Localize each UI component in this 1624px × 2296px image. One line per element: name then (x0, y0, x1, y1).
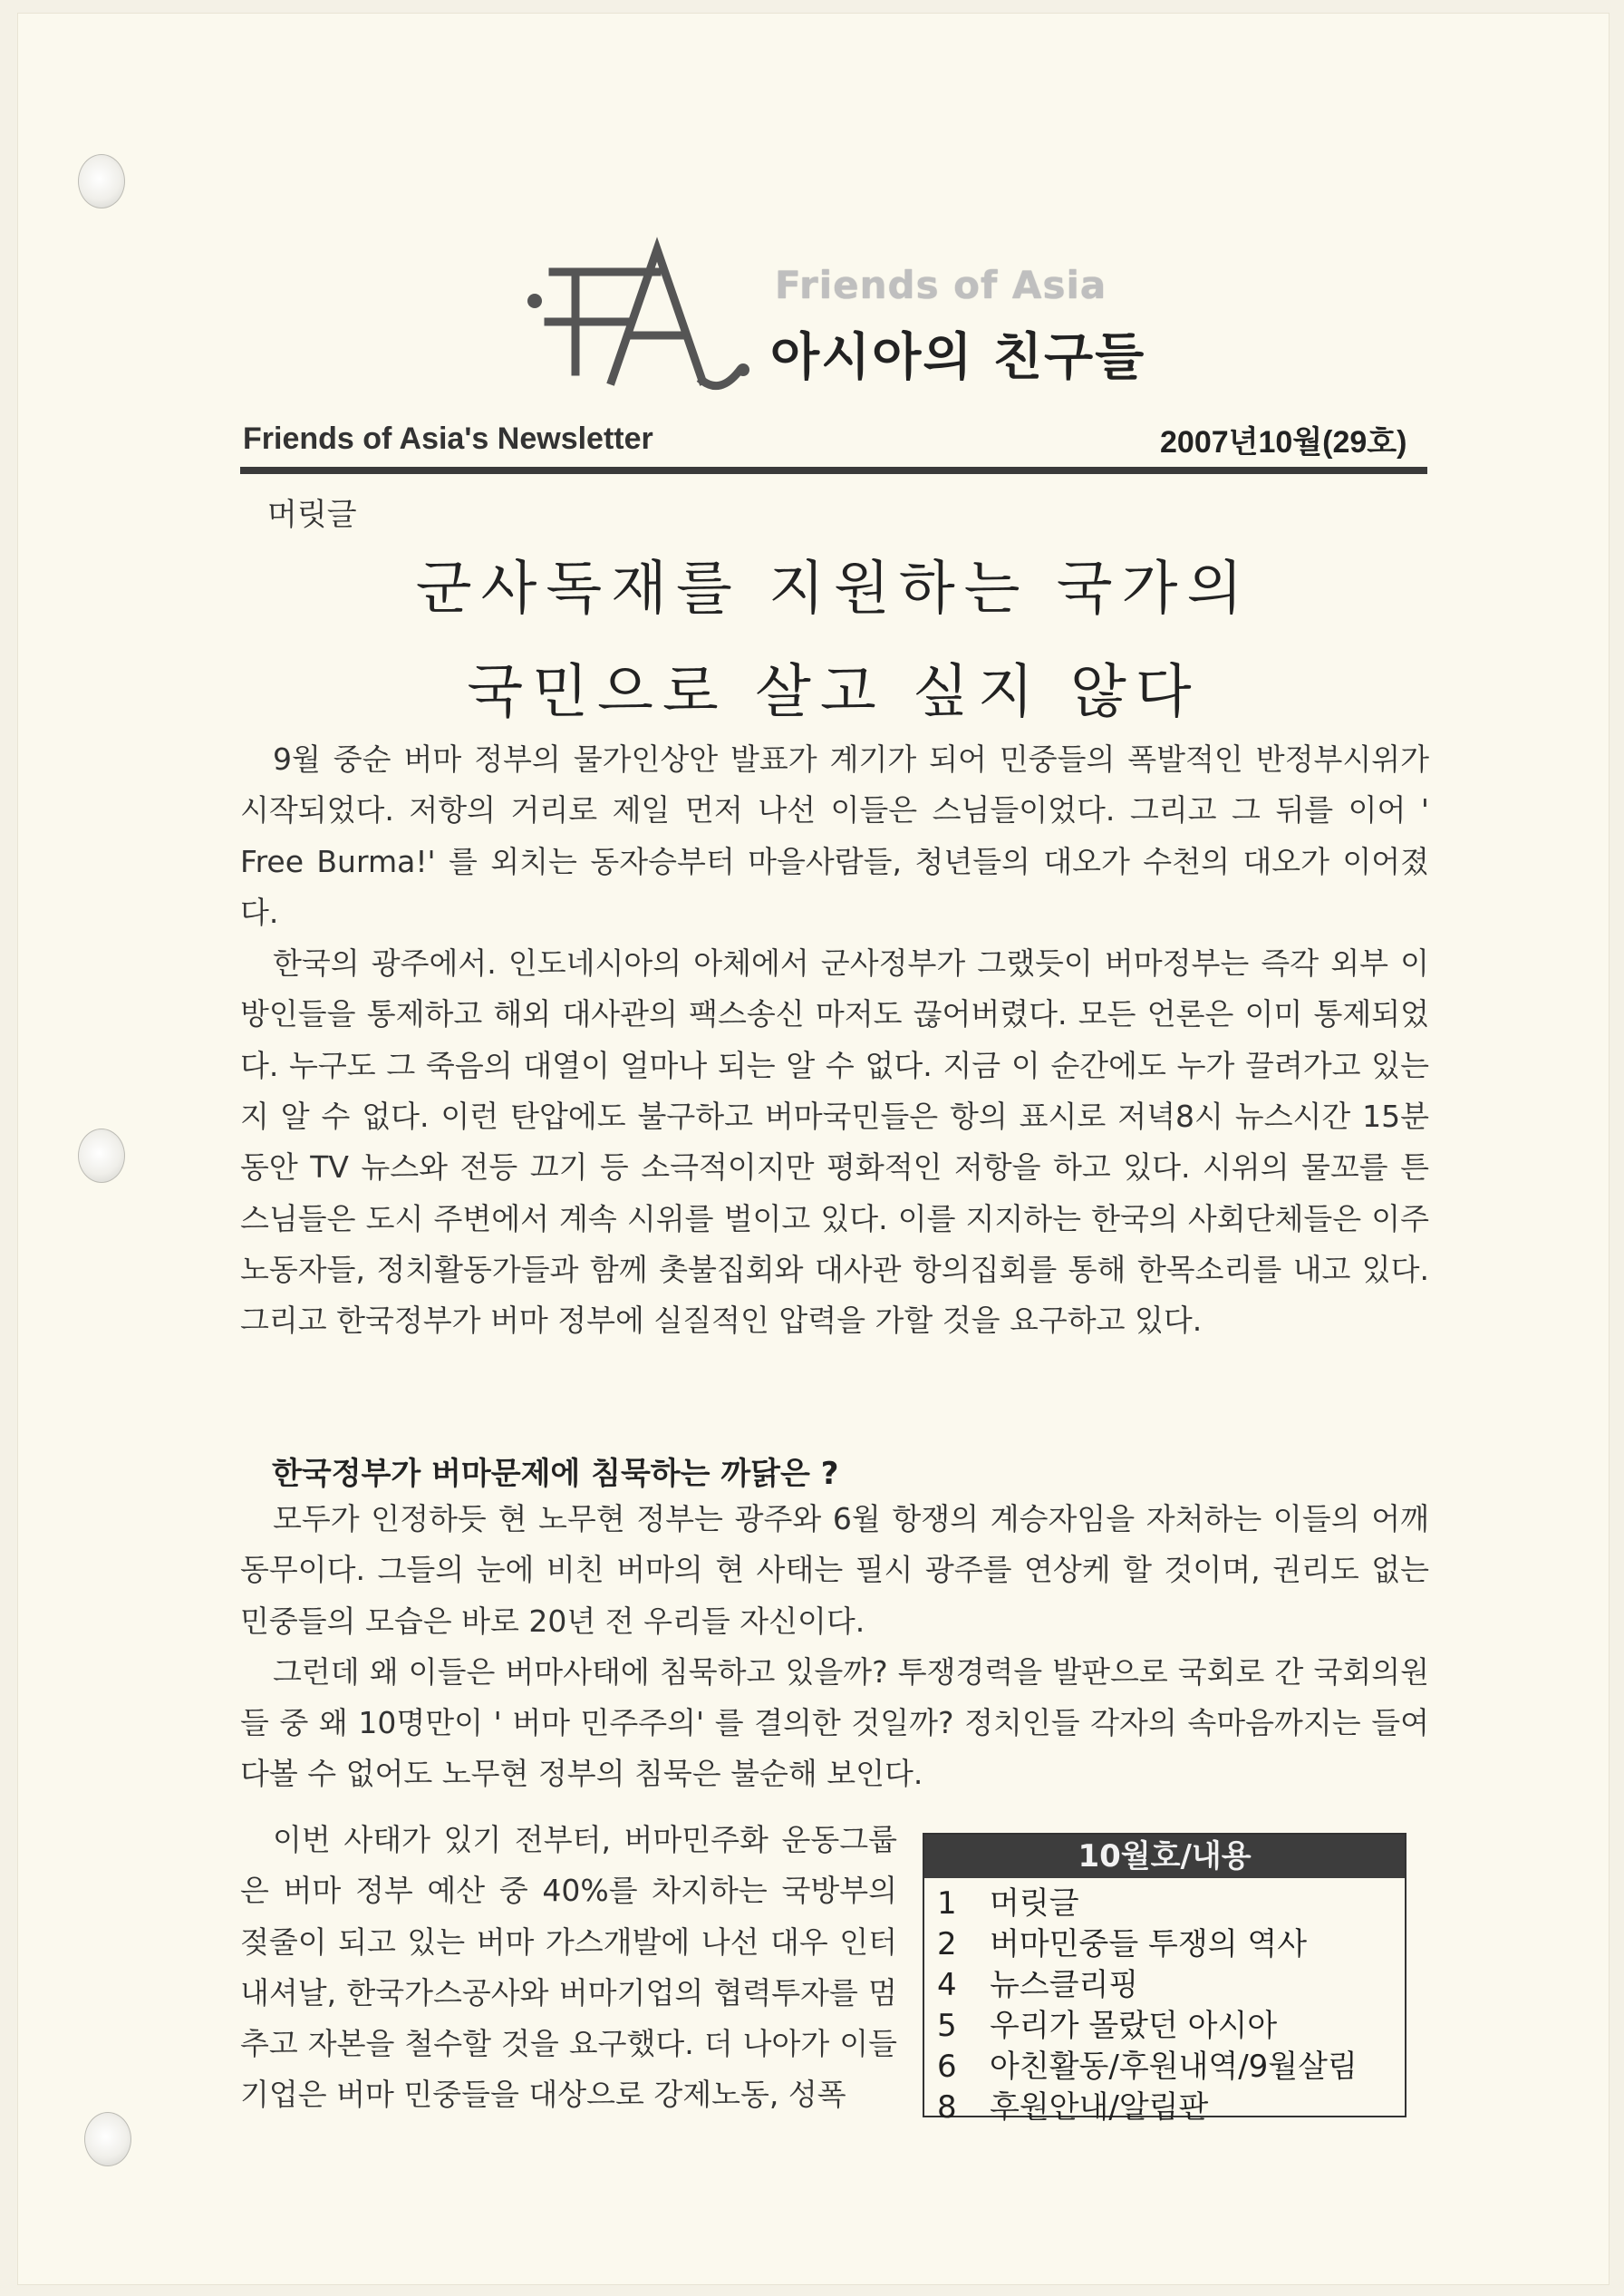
toc-item (937, 2047, 1392, 2088)
toc-label: 버마민중들 투쟁의 역사 (990, 1926, 1308, 1962)
toc-item (937, 1884, 1392, 1924)
body-paragraph: 그런데 왜 이들은 버마사태에 침묵하고 있을까? 투쟁경력을 발판으로 국회로 간 국회의원들 중 왜 10명만이 ' 버마 민주주의' 를 결의한 것일까? 정치인들 각자의 속마음까지는 들여다볼 수 없어도 노무현 정부의 침묵은 불순해 보인다. (240, 1653, 1429, 1792)
toc-item (937, 2006, 1392, 2047)
toc-label: 뉴스클리핑 (990, 1967, 1139, 2003)
table-of-contents (923, 1833, 1406, 2126)
issue-date: 2007년10월(29호) (1160, 425, 1407, 460)
logo-english-text: Friends of Asia (775, 263, 1107, 307)
second-section-text (240, 1494, 1429, 1800)
intro-text (240, 734, 1429, 1347)
toc-page-number: 8 (937, 2089, 957, 2126)
toc-item (937, 1924, 1392, 1965)
column-text (240, 1815, 897, 2121)
toc-label: 머릿글 (990, 1885, 1079, 1922)
toc-item (937, 2088, 1392, 2128)
toc-item (937, 1965, 1392, 2006)
intro-paragraph: 한국의 광주에서. 인도네시아의 아체에서 군사정부가 그랬듯이 버마정부는 즉각 외부 이방인들을 통제하고 해외 대사관의 팩스송신 마저도 끊어버렸다. 모든 언론은 이미 통제되었다. 누구도 그 죽음의 대열이 얼마나 되는 알 수 없다. 지금 이 순간에도 누가 끌려가고 있는 지 알 수 없다. 이런 탄압에도 불구하고 버마국민들은 항의 표시로 저녁8시 뉴스시간 15분 동안 TV 뉴스와 전등 끄기 등 소극적이지만 평화적인 저항을 하고 있다. 시위의 물꼬를 튼 스님들은 도시 주변에서 계속 시위를 벌이고 있다. 이를 지지하는 한국의 사회단체들은 이주노동자들, 정치활동가들과 함께 촛불집회와 대사관 항의집회를 통해 한목소리를 내고 있다. 그리고 한국정부가 버마 정부에 실질적인 압력을 가할 것을 요구하고 있다. (240, 945, 1429, 1339)
headline-line-1: 군사독재를 지원하는 국가의 (415, 556, 1252, 623)
body-paragraph: 모두가 인정하듯 현 노무현 정부는 광주와 6월 항쟁의 계승자임을 자처하는 이들의 어깨동무이다. 그들의 눈에 비친 버마의 현 사태는 필시 광주를 연상케 할 것이며, 권리도 없는 민중들의 모습은 바로 20년 전 우리들 자신이다. (240, 1501, 1429, 1639)
section-label: 머릿글 (267, 497, 357, 533)
toc-page-number: 1 (937, 1885, 957, 1922)
header-rule (240, 467, 1427, 474)
binder-hole-top (78, 154, 125, 208)
toc-page-number: 5 (937, 2008, 957, 2044)
toc-list (924, 1878, 1405, 2134)
headline-line-2: 국민으로 살고 싶지 않다 (467, 659, 1201, 726)
logo-korean-text: 아시아의 친구들 (770, 328, 1146, 387)
intro-paragraph: 9월 중순 버마 정부의 물가인상안 발표가 계기가 되어 민중들의 폭발적인 반정부시위가 시작되었다. 저항의 거리로 제일 먼저 나선 이들은 스님들이었다. 그리고 그 뒤를 이어 ' Free Burma!' 를 외치는 동자승부터 마을사람들, 청년들의 대오가 수천의 대오가 이어졌다. (240, 741, 1429, 930)
newsletter-name: Friends of Asia's Newsletter (243, 421, 653, 456)
masthead-logo (512, 236, 1174, 399)
toc-page-number: 4 (937, 1967, 957, 2003)
toc-page-number: 6 (937, 2049, 957, 2085)
binder-hole-bottom (84, 2112, 131, 2166)
column-paragraph: 이번 사태가 있기 전부터, 버마민주화 운동그룹은 버마 정부 예산 중 40%를 차지하는 국방부의 젖줄이 되고 있는 버마 가스개발에 나선 대우 인터내셔날, 한국가스공사와 버마기업의 협력투자를 멈추고 자본을 철수할 것을 요구했다. 더 나아가 이들 기업은 버마 민중들을 대상으로 강제노동, 성폭 (240, 1822, 897, 2113)
toc-label: 아친활동/후원내역/9월살림 (990, 2049, 1358, 2085)
binder-hole-middle (78, 1129, 125, 1183)
toc-page-number: 2 (937, 1926, 957, 1962)
toc-label: 후원안내/알림판 (990, 2089, 1209, 2126)
toc-title: 10월호/내용 (924, 1835, 1405, 1878)
subheading: 한국정부가 버마문제에 침묵하는 까닭은 ? (272, 1456, 839, 1492)
fa-logo-icon (512, 236, 775, 399)
toc-label: 우리가 몰랐던 아시아 (990, 2008, 1278, 2044)
